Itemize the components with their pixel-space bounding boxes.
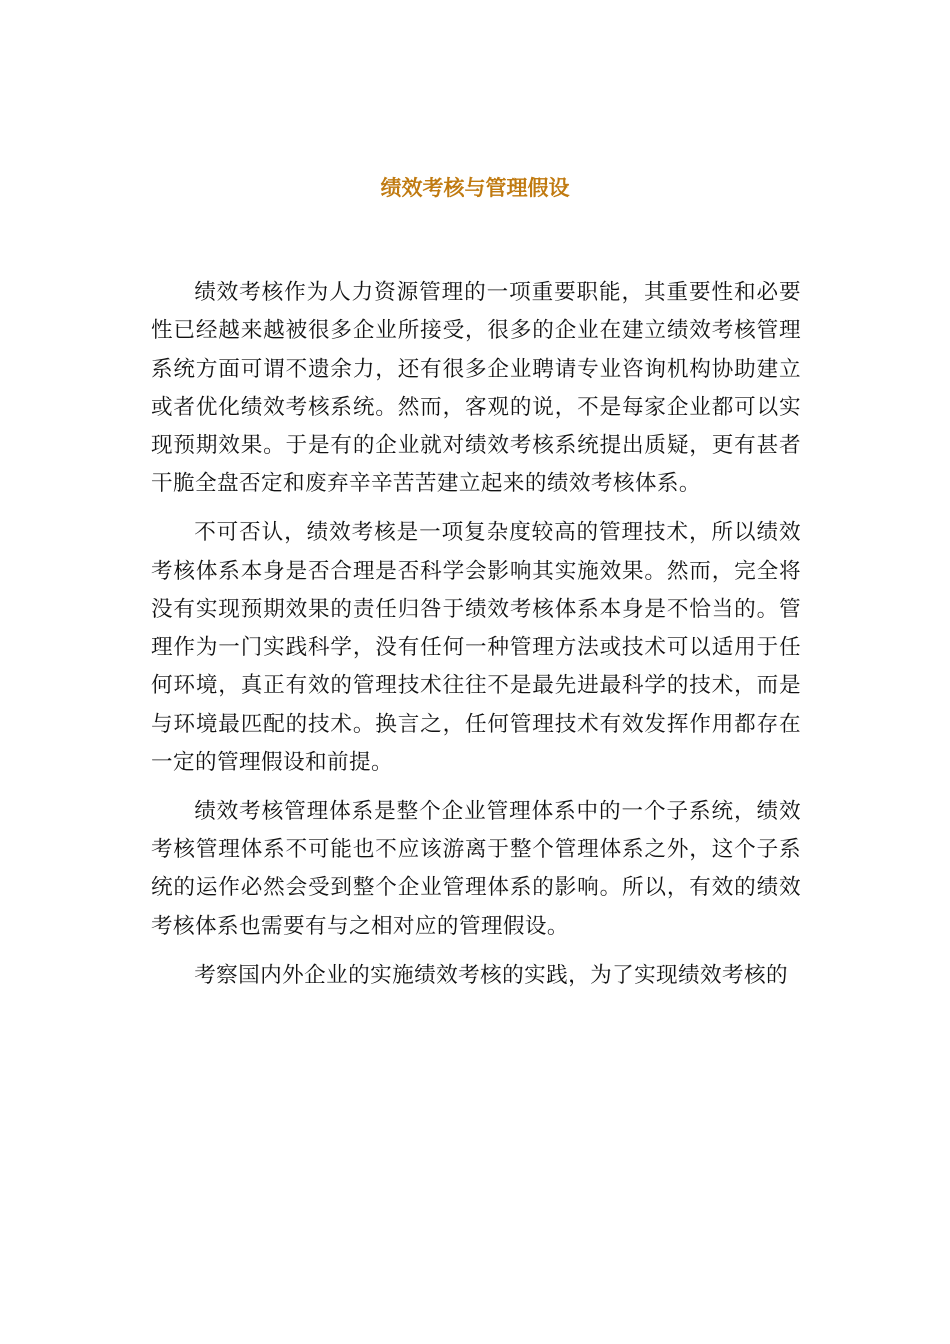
document-body: [151, 274, 801, 1005]
paragraph: 考察国内外企业的实施绩效考核的实践，为了实现绩效考核的: [194, 962, 789, 988]
paragraph: 不可否认，绩效考核是一项复杂度较高的管理技术，所以绩效考核体系本身是否合理是否科学会影响其实施效果。然而，完全将没有实现预期效果的责任归咎于绩效考核体系本身是不恰当的。管理作为一门实践科学，没有任何一种管理方法或技术可以适用于任何环境，真正有效的管理技术往往不是最先进最科学的技术，而是与环境最匹配的技术。换言之，任何管理技术有效发挥作用都存在一定的管理假设和前提。: [151, 520, 801, 776]
paragraph: 绩效考核作为人力资源管理的一项重要职能，其重要性和必要性已经越来越被很多企业所接受，很多的企业在建立绩效考核管理系统方面可谓不遗余力，还有很多企业聘请专业咨询机构协助建立或者优化绩效考核系统。然而，客观的说，不是每家企业都可以实现预期效果。于是有的企业就对绩效考核系统提出质疑，更有甚者干脆全盘否定和废弃辛辛苦苦建立起来的绩效考核体系。: [151, 280, 801, 497]
document-title: 绩效考核与管理假设: [380, 176, 570, 200]
paragraph: 绩效考核管理体系是整个企业管理体系中的一个子系统，绩效考核管理体系不可能也不应该游离于整个管理体系之外，这个子系统的运作必然会受到整个企业管理体系的影响。所以，有效的绩效考核体系也需要有与之相对应的管理假设。: [151, 798, 801, 939]
